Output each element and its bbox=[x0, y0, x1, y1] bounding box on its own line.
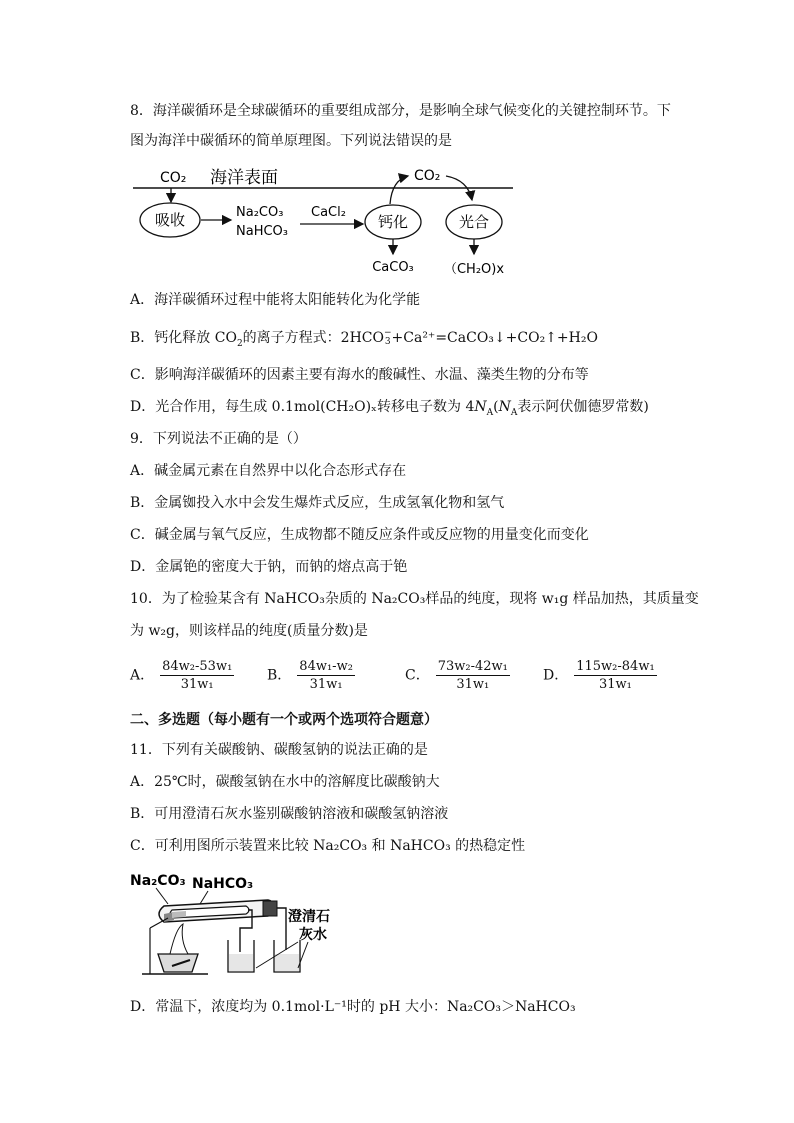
q10-option-d-num: 115w₂-84w₁ bbox=[576, 659, 655, 674]
q10-option-b bbox=[267, 658, 355, 693]
q8-option-d bbox=[130, 397, 649, 417]
q10-option-d-label: D． bbox=[543, 667, 569, 684]
q8-option-b-part1: B．钙化释放 CO bbox=[130, 330, 237, 346]
calcify-label: 钙化 bbox=[377, 213, 409, 231]
q8-option-d-na-sub: A bbox=[486, 407, 494, 418]
q9-option-d: D．金属铯的密度大于钠，而钠的熔点高于铯 bbox=[130, 559, 408, 575]
q10-option-a-fraction bbox=[160, 658, 234, 693]
q8-option-b-ion-sub: 3 bbox=[384, 337, 391, 347]
caco3-label: CaCO₃ bbox=[372, 260, 414, 275]
cacl2-label: CaCl₂ bbox=[311, 205, 346, 220]
q10-option-d-den: 31w₁ bbox=[599, 677, 632, 692]
q11-option-c: C．可利用图所示装置来比较 Na₂CO₃ 和 NaHCO₃ 的热稳定性 bbox=[130, 838, 526, 854]
section2-heading: 二、多选题（每小题有一个或两个选项符合题意） bbox=[130, 712, 438, 728]
q8-option-d-na2-sub: A bbox=[510, 407, 518, 418]
sea-surface-label: 海洋表面 bbox=[210, 168, 278, 188]
q11-option-d: D．常温下，浓度均为 0.1mol·L⁻¹时的 pH 大小：Na₂CO₃＞NaHCO₃ bbox=[130, 999, 576, 1015]
leader-na2co3 bbox=[156, 888, 168, 904]
ch2o-label: （CH₂O)x bbox=[443, 262, 505, 277]
nahco3-solid bbox=[172, 911, 186, 918]
q8-option-b-part2: 的离子方程式：2HCO bbox=[242, 330, 384, 346]
stand-clamp bbox=[150, 918, 168, 928]
q8-option-a: A．海洋碳循环过程中能将太阳能转化为化学能 bbox=[130, 292, 421, 308]
q8-option-c: C．影响海洋碳循环的因素主要有海水的酸碱性、水温、藻类生物的分布等 bbox=[130, 367, 589, 383]
q8-option-d-na: N bbox=[474, 399, 487, 415]
nahco3-label: NaHCO₃ bbox=[236, 224, 288, 239]
q10-option-c bbox=[405, 658, 510, 693]
stopper bbox=[263, 901, 277, 916]
q8-option-b bbox=[130, 328, 598, 348]
q9-option-a: A．碱金属元素在自然界中以化合态形式存在 bbox=[130, 463, 407, 479]
q10-option-a bbox=[130, 658, 234, 693]
q10-option-b-label: B． bbox=[267, 667, 292, 684]
q10-option-d bbox=[543, 658, 657, 693]
beaker-2-limewater bbox=[275, 954, 299, 971]
q10-option-b-den: 31w₁ bbox=[309, 677, 343, 692]
limewater-label-1: 澄清石 bbox=[288, 909, 330, 925]
q10-option-a-den: 31w₁ bbox=[180, 677, 214, 692]
leader-nahco3 bbox=[200, 891, 208, 904]
q10-option-b-num: 84w₁-w₂ bbox=[299, 659, 353, 674]
q10-option-c-den: 31w₁ bbox=[456, 677, 490, 692]
q8-stem-line2: 图为海洋中碳循环的简单原理图。下列说法错误的是 bbox=[130, 133, 452, 149]
limewater-label-2: 灰水 bbox=[299, 927, 327, 943]
q8-option-d-part1: D．光合作用，每生成 0.1mol(CH₂O)ₓ转移电子数为 4 bbox=[130, 399, 475, 415]
co2-label-left: CO₂ bbox=[160, 170, 187, 186]
q10-option-d-fraction bbox=[574, 658, 656, 693]
q10-stem-line1: 10．为了检验某含有 NaHCO₃杂质的 Na₂CO₃样品的纯度，现将 w₁g 样品加热，其质量变 bbox=[130, 591, 699, 607]
q8-option-d-na2: N bbox=[498, 399, 511, 415]
q11-option-a: A．25℃时，碳酸氢钠在水中的溶解度比碳酸钠大 bbox=[130, 774, 440, 790]
q9-option-c: C．碱金属与氧气反应，生成物都不随反应条件或反应物的用量变化而变化 bbox=[130, 527, 589, 543]
q8-option-b-part3: +Ca²⁺=CaCO₃↓+CO₂↑+H₂O bbox=[391, 330, 598, 346]
co2-label-right: CO₂ bbox=[414, 168, 441, 184]
q10-option-c-label: C． bbox=[405, 667, 430, 684]
q8-option-d-part2: 表示阿伏伽德罗常数) bbox=[517, 399, 649, 415]
q10-option-c-fraction bbox=[436, 658, 510, 693]
na2co3-label: Na₂CO₃ bbox=[236, 205, 284, 220]
arrow-calcify-to-co2 bbox=[390, 176, 408, 204]
q11-stem: 11．下列有关碳酸钠、碳酸氢钠的说法正确的是 bbox=[130, 742, 428, 758]
q8-option-b-ion: − 3 bbox=[383, 328, 392, 347]
q8-stem-line1: 8．海洋碳循环是全球碳循环的重要组成部分，是影响全球气候变化的关键控制环节。下 bbox=[130, 103, 671, 119]
thermal-stability-apparatus bbox=[128, 868, 373, 980]
q10-stem-line2: 为 w₂g，则该样品的纯度(质量分数)是 bbox=[130, 623, 368, 639]
beaker-1-limewater bbox=[229, 954, 253, 971]
q10-option-b-fraction bbox=[297, 658, 355, 693]
absorb-label: 吸收 bbox=[154, 211, 186, 229]
delivery-tube-1 bbox=[277, 908, 286, 950]
apparatus-nahco3-label: NaHCO₃ bbox=[192, 876, 254, 892]
q10-option-a-label: A． bbox=[130, 667, 155, 684]
q8-option-b-sub: 2 bbox=[236, 338, 243, 349]
apparatus-na2co3-label: Na₂CO₃ bbox=[130, 873, 186, 889]
flame bbox=[170, 924, 188, 954]
q11-option-b: B．可用澄清石灰水鉴别碳酸钠溶液和碳酸氢钠溶液 bbox=[130, 806, 449, 822]
photosynthesis-label: 光合 bbox=[458, 213, 490, 231]
q9-stem: 9．下列说法不正确的是（） bbox=[130, 431, 307, 447]
q8-option-d-paren: ( bbox=[493, 399, 499, 415]
q10-option-a-num: 84w₂-53w₁ bbox=[162, 659, 233, 674]
q9-option-b: B．金属铷投入水中会发生爆炸式反应，生成氢氧化物和氢气 bbox=[130, 495, 505, 511]
q10-option-c-num: 73w₂-42w₁ bbox=[437, 659, 508, 674]
ocean-carbon-cycle-diagram bbox=[128, 158, 528, 280]
